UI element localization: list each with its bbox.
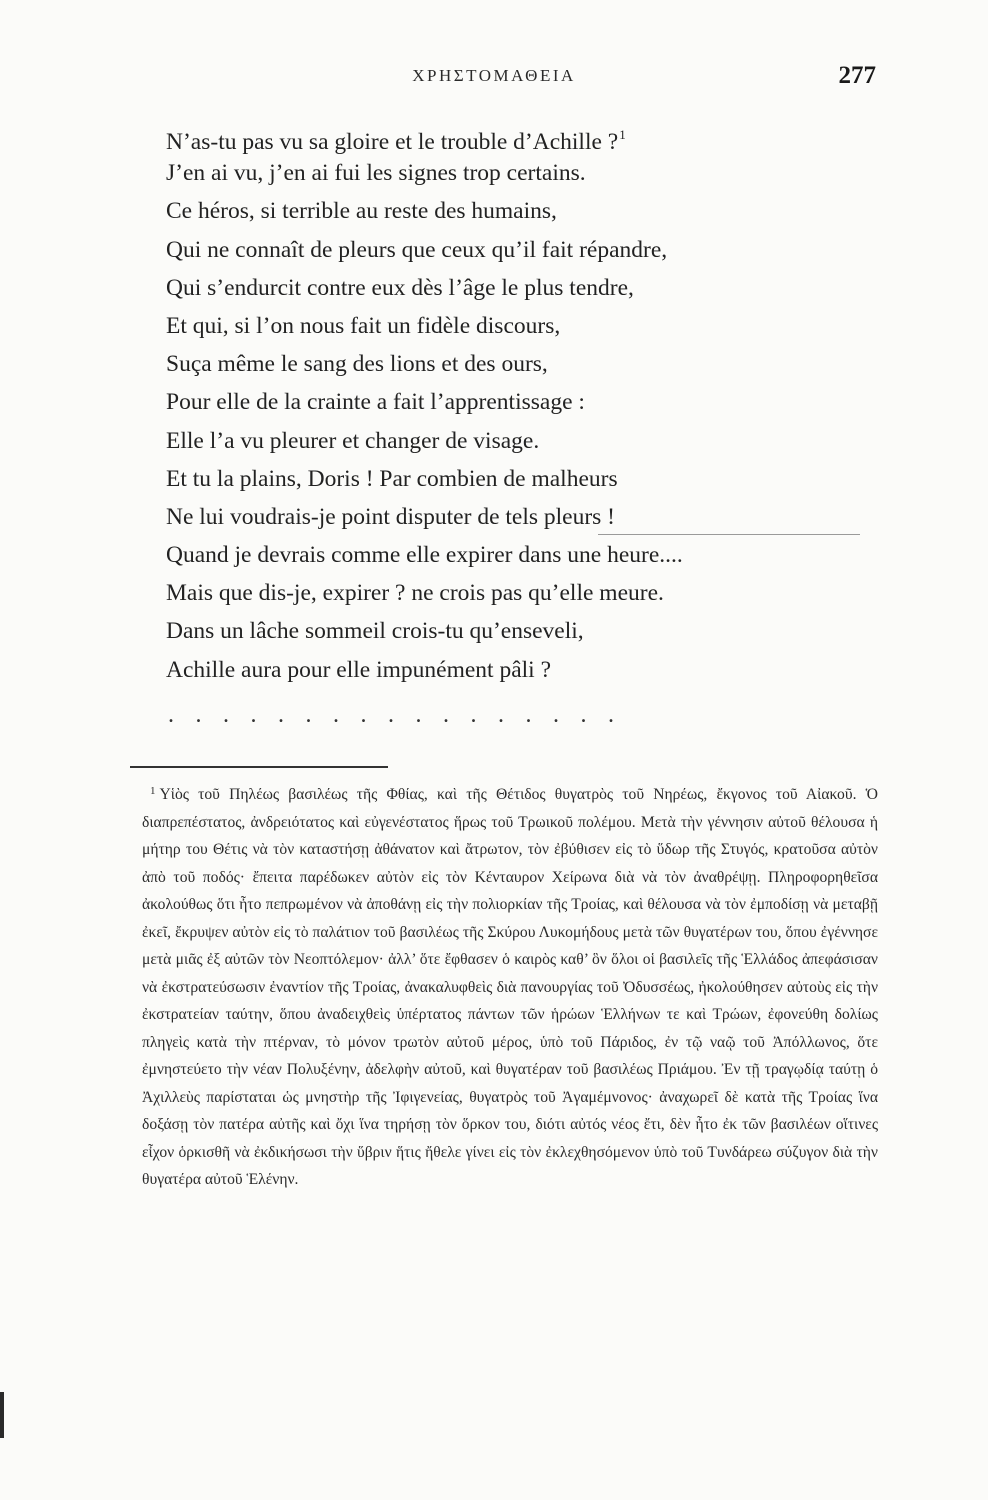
page-number: 277 xyxy=(838,62,876,89)
verse-line-2: J’en ai vu, j’en ai fui les signes trop certains. xyxy=(166,160,586,187)
verse-line-11: Ne lui voudrais-je point disputer de tels pleurs ! xyxy=(166,503,616,530)
verse-line-1 xyxy=(166,116,856,154)
verse-line-6: Et qui, si l’on nous fait un fidèle discours, xyxy=(166,312,561,339)
verse-divider xyxy=(598,534,860,535)
verse-line-text: N’as-tu pas vu sa gloire et le trouble d’Achille ? xyxy=(166,129,619,155)
omission-dots: ................. xyxy=(168,702,636,728)
verse-line-9: Elle l’a vu pleurer et changer de visage. xyxy=(166,427,540,454)
verse-line-15: Achille aura pour elle impunément pâli ? xyxy=(166,656,551,683)
verse-passage xyxy=(166,116,856,689)
verse-line-5: Qui s’endurcit contre eux dès l’âge le plus tendre, xyxy=(166,274,634,301)
footnote xyxy=(142,778,878,1194)
verse-line-3: Ce héros, si terrible au reste des humains, xyxy=(166,198,557,225)
verse-line-14: Dans un lâche sommeil crois-tu qu’enseveli, xyxy=(166,618,584,645)
verse-line-7: Suça même le sang des lions et des ours, xyxy=(166,351,548,378)
running-title: ΧΡΗΣΤΟΜΑΘΕΙΑ xyxy=(412,66,576,85)
verse-line-4: Qui ne connaît de pleurs que ceux qu’il fait répandre, xyxy=(166,236,668,263)
verse-line-8: Pour elle de la crainte a fait l’apprentissage : xyxy=(166,389,585,416)
footnote-number: 1 xyxy=(150,785,156,797)
verse-line-13: Mais que dis-je, expirer ? ne crois pas qu’elle meure. xyxy=(166,580,664,607)
footnote-rule xyxy=(130,766,388,768)
footnote-text: Υἱὸς τοῦ Πηλέως βασιλέως τῆς Φθίας, καὶ τῆς Θέτιδος θυγατρὸς τοῦ Νηρέως, ἔκγονος τοῦ Αἰακοῦ. Ὁ διαπρεπέστατος, ἀνδρειότατος καὶ εὐγενέστατος ἥρως τοῦ Τρωικοῦ πολέμου. Μετὰ τὴν γέννησιν αὐτοῦ θέλουσα ἡ μήτηρ του Θέτις νὰ τὸν καταστήσῃ ἀθάνατον καὶ ἄτρωτον, τὸν ἐβύθισεν εἰς τὸ ὕδωρ τῆς Στυγός, κρατοῦσα αὐτὸν ἀπὸ τοῦ ποδός· ἔπειτα παρέδωκεν αὐτὸν εἰς τὸν Κένταυρον Χείρωνα διὰ νὰ τὸν ἀναθρέψῃ. Πληροφορηθεῖσα ἀκολούθως ὅτι ἦτο πεπρωμένον νὰ ἀποθάνῃ εἰς τὴν πολιορκίαν τῆς Τροίας, καὶ θέλουσα νὰ τὸν ἐμποδίσῃ νὰ μεταβῇ ἐκεῖ, ἔκρυψεν αὐτὸν εἰς τὸ παλάτιον τοῦ βασιλέως τῆς Σκύρου Λυκομήδους μετὰ τῶν θυγατέρων του, ὅπου ἐγέννησε μετὰ μιᾶς ἐξ αὐτῶν τὸν Νεοπτόλεμον· ἀλλ’ ὅτε ἔφθασεν ὁ καιρὸς καθ’ ὃν ὅλοι οἱ βασιλεῖς τῆς Ἑλλάδος ἀπεφάσισαν νὰ ἐκστρατεύσωσιν ἐναντίον τῆς Τροίας, ἀνακαλυφθεὶς διὰ πανουργίας τοῦ Ὀδυσσέως, ἠκολούθησεν αὐτοὺς εἰς τὴν ἐκστρατείαν ταύτην, ὅπου ἀναδειχθεὶς ὑπέρτατος πάντων τῶν ἡρώων Ἑλλήνων τε καὶ Τρώων, ἐφονεύθη δολίως πληγεὶς κατὰ τὴν πτέρναν, τὸ μόνον τρωτὸν αὐτοῦ μέρος, ὑπὸ τοῦ Πάριδος, ἐν τῷ ναῷ τοῦ Ἀπόλλωνος, ὅτε ἐμνηστεύετο τὴν νέαν Πολυξένην, ἀδελφὴν αὐτοῦ, καὶ θυγατέραν τοῦ βασιλέως Πριάμου. Ἐν τῇ τραγῳδίᾳ ταύτῃ ὁ Ἀχιλλεὺς παρίσταται ὡς μνηστὴρ τῆς Ἰφιγενείας, θυγατρὸς τοῦ Ἀγαμέμνονος· ἀναχωρεῖ δὲ κατὰ τῆς Τροίας ἵνα δοξάσῃ τὸν πατέρα αὐτῆς καὶ ὄχι ἵνα τηρήσῃ τὸν ὅρκον του, διότι αὐτός νέος ἔτι, δὲν ἦτο ἐκ τῶν βασιλέων οἵτινες εἶχον ὁρκισθῆ νὰ ἐκδικήσωσι τὴν ὕβριν ἥτις ἤθελε γίνει εἰς τὸν ἐκλεχθησόμενον ὑπὸ τοῦ Τυνδάρεω σύζυγον διὰ τὴν θυγατέρα αὐτοῦ Ἑλένην. xyxy=(142,786,878,1188)
verse-line-10: Et tu la plains, Doris ! Par combien de malheurs xyxy=(166,465,618,492)
footnote-marker: 1 xyxy=(619,127,626,142)
running-head xyxy=(0,62,988,92)
verse-line-12: Quand je devrais comme elle expirer dans une heure.... xyxy=(166,542,683,569)
margin-mark xyxy=(0,1392,4,1438)
